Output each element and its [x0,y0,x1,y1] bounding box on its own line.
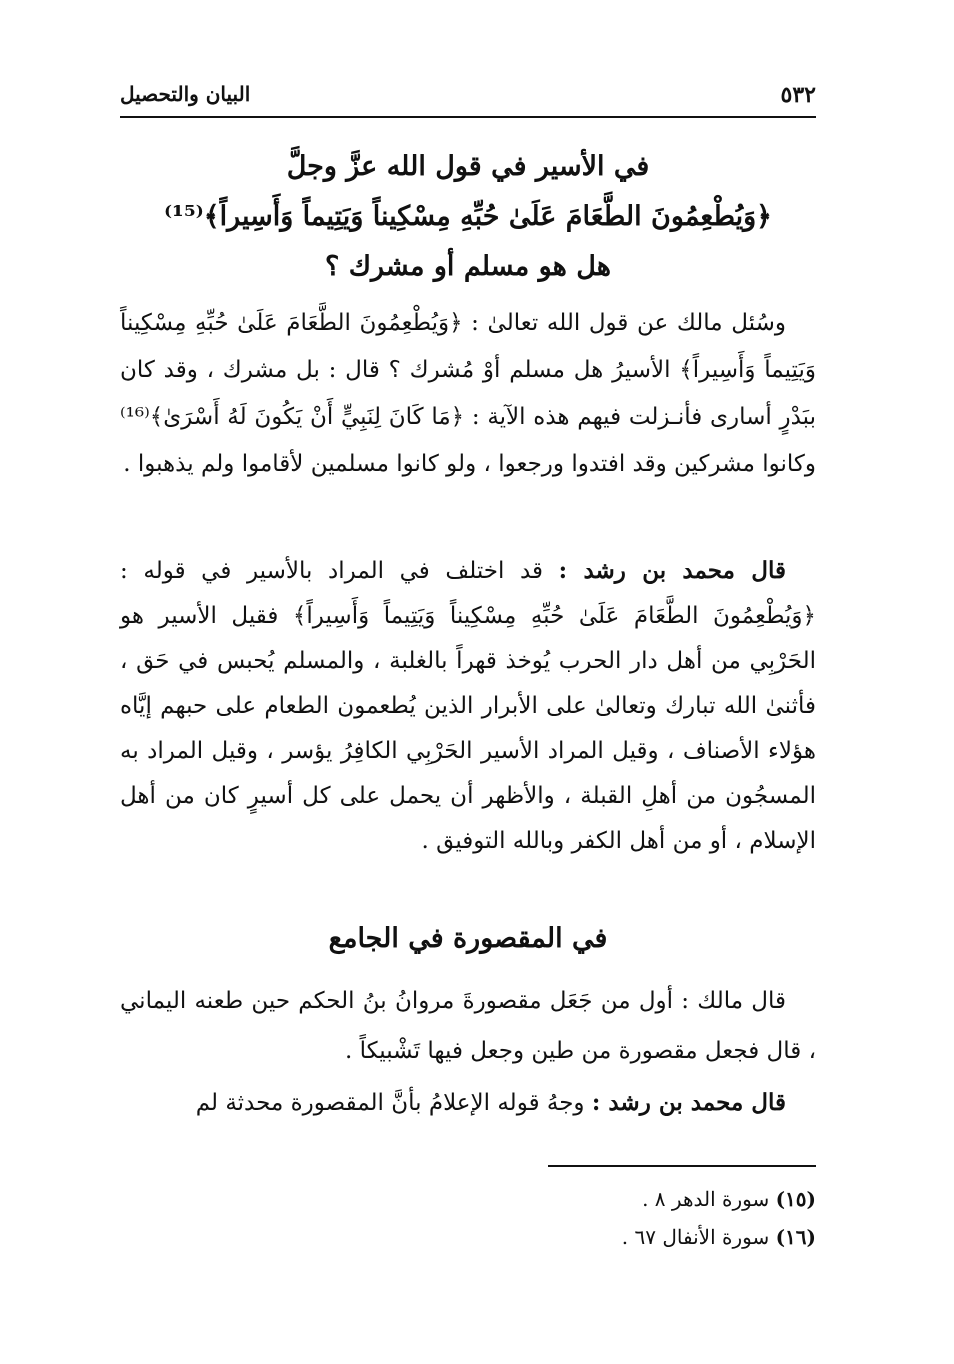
commentary-lead: قال محمد بن رشد : [591,1089,786,1116]
page-header [120,70,816,110]
heading-question-line: هل هو مسلم أو مشرك ؟ [325,251,611,282]
paragraph-text: وسُئل مالك عن قول الله تعالىٰ : ﴿وَيُطْعِمُونَ الطَّعَامَ عَلَىٰ حُبِّهِ مِسْكِيناً وَيَتِيماً وَأَسِيراً﴾ الأسيرُ هل مسلم أوْ مُشرك ؟ قال : بل مشرك ، وقد كان ببَدْرٍ أسارى فأنـزلت فيهم هذه الآية : ﴿مَا كَانَ لِنَبِيٍّ أَنْ يَكُونَ لَهُ أَسْرَىٰ﴾⁽¹⁶⁾ وكانوا مشركين وقد افتدوا ورجعوا ، ولو كانوا مسلمين لأقاموا ولم يذهبوا . [120,310,816,477]
footnote-item [120,1180,816,1218]
ibn-rushd-maqsura-paragraph [120,1078,816,1128]
page-number: ٥٣٢ [780,82,816,108]
footnote-number: (١٦) [775,1225,816,1249]
section-heading-captive [120,142,816,292]
malik-question-paragraph [120,300,816,488]
footnote-text: سورة الأنفال ٦٧ . [621,1225,770,1249]
footnotes [120,1180,816,1256]
running-title: البيان والتحصيل [120,82,251,106]
malik-maqsura-paragraph [120,976,816,1076]
paragraph-text: قال مالك : أول من جَعَل مقصورةَ مروانُ بنُ الحكم حين طعنه اليماني ، قال فجعل مقصورة من طين وجعل فيها تَشْبيكاً . [120,988,816,1064]
ibn-rushd-commentary-paragraph [120,548,816,864]
header-divider [120,116,816,118]
heading-line: في الأسير في قول الله عزَّ وجلَّ [286,151,650,182]
footnote-text: سورة الدهر ٨ . [642,1187,770,1211]
footnote-item [120,1218,816,1256]
paragraph-text: قد اختلف في المراد بالأسير في قوله : ﴿وَيُطْعِمُونَ الطَّعَامَ عَلَىٰ حُبِّهِ مِسْكِيناً وَيَتِيماً وَأَسِيراً﴾ فقيل الأسير هو الحَرْبِي من أهل دار الحرب يُوخذ قهراً بالغلبة ، والمسلم يُحبس في حَق ، فأثنىٰ الله تبارك وتعالىٰ على الأبرار الذين يُطعمون الطعام على حبهم إيَّاه هؤلاء الأصناف ، وقيل المراد الأسير الحَرْبِي الكافِرُ يؤسر ، وقيل المراد به المسجُون من أهلِ القبلة ، والأظهر أن يحمل على كل أسيرٍ كان من أهل الإسلام ، أو من أهل الكفر وبالله التوفيق . [120,558,816,854]
footnote-number: (١٥) [775,1187,816,1211]
heading-verse-line: ﴿وَيُطْعِمُونَ الطَّعَامَ عَلَىٰ حُبِّهِ مِسْكِيناً وَيَتِيماً وَأَسِيراً﴾⁽¹⁵⁾ [164,201,772,232]
commentary-lead: قال محمد بن رشد : [558,557,786,584]
paragraph-text: وجهُ قوله الإعلامُ بأنَّ المقصورة محدثة لم [195,1090,585,1116]
footnote-divider [548,1165,816,1167]
section-heading-maqsura: في المقصورة في الجامع [328,923,608,954]
